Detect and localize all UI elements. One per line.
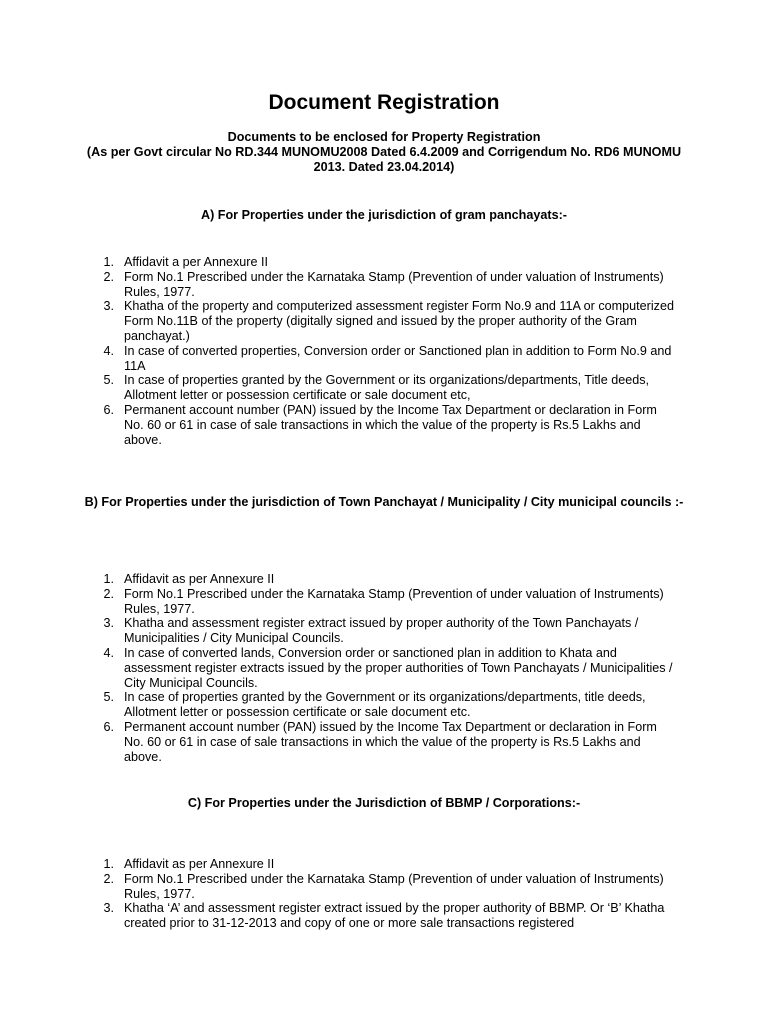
item-number: 3.: [103, 616, 114, 631]
item-text: Khatha and assessment register extract issued by proper authority of the Town Panchayats / Municipalities / City Municipal Councils.: [124, 616, 639, 646]
item-number: 2.: [103, 871, 114, 886]
item-text: Permanent account number (PAN) issued by the Income Tax Department or declaration in Form No. 60 or 61 in case of sale transactions in which the value of the property is Rs.5 Lakhs and above.: [124, 719, 657, 764]
item-text: Affidavit a per Annexure II: [124, 255, 268, 269]
item-number: 2.: [103, 269, 114, 284]
item-text: Khatha ‘A’ and assessment register extract issued by the proper authority of BBMP. Or ‘B’ Khatha created prior to 31-12-2013 and copy of one or more sale transactions registered: [124, 901, 665, 931]
item-text: Affidavit as per Annexure II: [124, 857, 275, 871]
item-text: Affidavit as per Annexure II: [124, 572, 275, 586]
item-number: 1.: [103, 857, 114, 871]
list-item: [96, 270, 676, 300]
section-a-list: [96, 255, 676, 447]
subtitle-line: Documents to be enclosed for Property Registration: [227, 130, 541, 144]
item-text: Form No.1 Prescribed under the Karnataka Stamp (Prevention of under valuation of Instruments) Rules, 1977.: [124, 586, 664, 616]
item-number: 1.: [103, 572, 114, 586]
item-number: 6.: [103, 402, 114, 417]
list-item: [96, 857, 676, 872]
item-text: Permanent account number (PAN) issued by the Income Tax Department or declaration in Form No. 60 or 61 in case of sale transactions in which the value of the property is Rs.5 Lakhs and above.: [124, 402, 657, 447]
list-item: [96, 690, 676, 720]
item-number: 4.: [103, 343, 114, 358]
list-item: [96, 616, 676, 646]
section-b-heading: B) For Properties under the jurisdiction of Town Panchayat / Municipality / City municipal councils :-: [84, 495, 684, 509]
section-c-list: [96, 857, 676, 931]
list-item: [96, 373, 676, 403]
item-number: 3.: [103, 299, 114, 314]
list-item: [96, 646, 676, 690]
item-text: In case of converted properties, Conversion order or Sanctioned plan in addition to Form No.9 and 11A: [124, 343, 672, 373]
item-text: In case of properties granted by the Government or its organizations/departments, Title deeds, Allotment letter or possession certificate or sale document etc,: [124, 373, 650, 403]
list-item: [96, 901, 676, 931]
item-text: In case of converted lands, Conversion order or sanctioned plan in addition to Khata and assessment register extracts issued by the proper authorities of Town Panchayats / Municipalities / City Municipal Councils.: [124, 645, 673, 690]
item-number: 3.: [103, 901, 114, 916]
section-a-heading: A) For Properties under the jurisdiction of gram panchayats:-: [201, 208, 567, 222]
list-item: [96, 255, 676, 270]
document-subtitle: [84, 130, 684, 175]
item-text: Khatha of the property and computerized assessment register Form No.9 and 11A or computerized Form No.11B of the property (digitally signed and issued by the proper authority of the Gram panchayat.): [124, 299, 674, 343]
list-item: [96, 299, 676, 343]
section-b-list: [96, 572, 676, 764]
item-number: 6.: [103, 719, 114, 734]
list-item: [96, 720, 676, 764]
section-c-heading: C) For Properties under the Jurisdiction of BBMP / Corporations:-: [187, 796, 581, 810]
list-item: [96, 872, 676, 902]
page-title: Document Registration: [268, 91, 500, 114]
list-item: [96, 587, 676, 617]
circular-reference: (As per Govt circular No RD.344 MUNOMU2008 Dated 6.4.2009 and Corrigendum No. RD6 MUNOMU 2013. Dated 23.04.2014): [86, 145, 682, 174]
item-number: 1.: [103, 255, 114, 269]
item-text: Form No.1 Prescribed under the Karnataka Stamp (Prevention of under valuation of Instruments) Rules, 1977.: [124, 871, 664, 901]
list-item: [96, 403, 676, 447]
item-number: 4.: [103, 645, 114, 660]
item-number: 5.: [103, 690, 114, 705]
item-text: Form No.1 Prescribed under the Karnataka Stamp (Prevention of under valuation of Instruments) Rules, 1977.: [124, 269, 664, 299]
list-item: [96, 344, 676, 374]
list-item: [96, 572, 676, 587]
item-text: In case of properties granted by the Government or its organizations/departments, title deeds, Allotment letter or possession certificate or sale document etc.: [124, 690, 646, 720]
item-number: 2.: [103, 586, 114, 601]
item-number: 5.: [103, 373, 114, 388]
